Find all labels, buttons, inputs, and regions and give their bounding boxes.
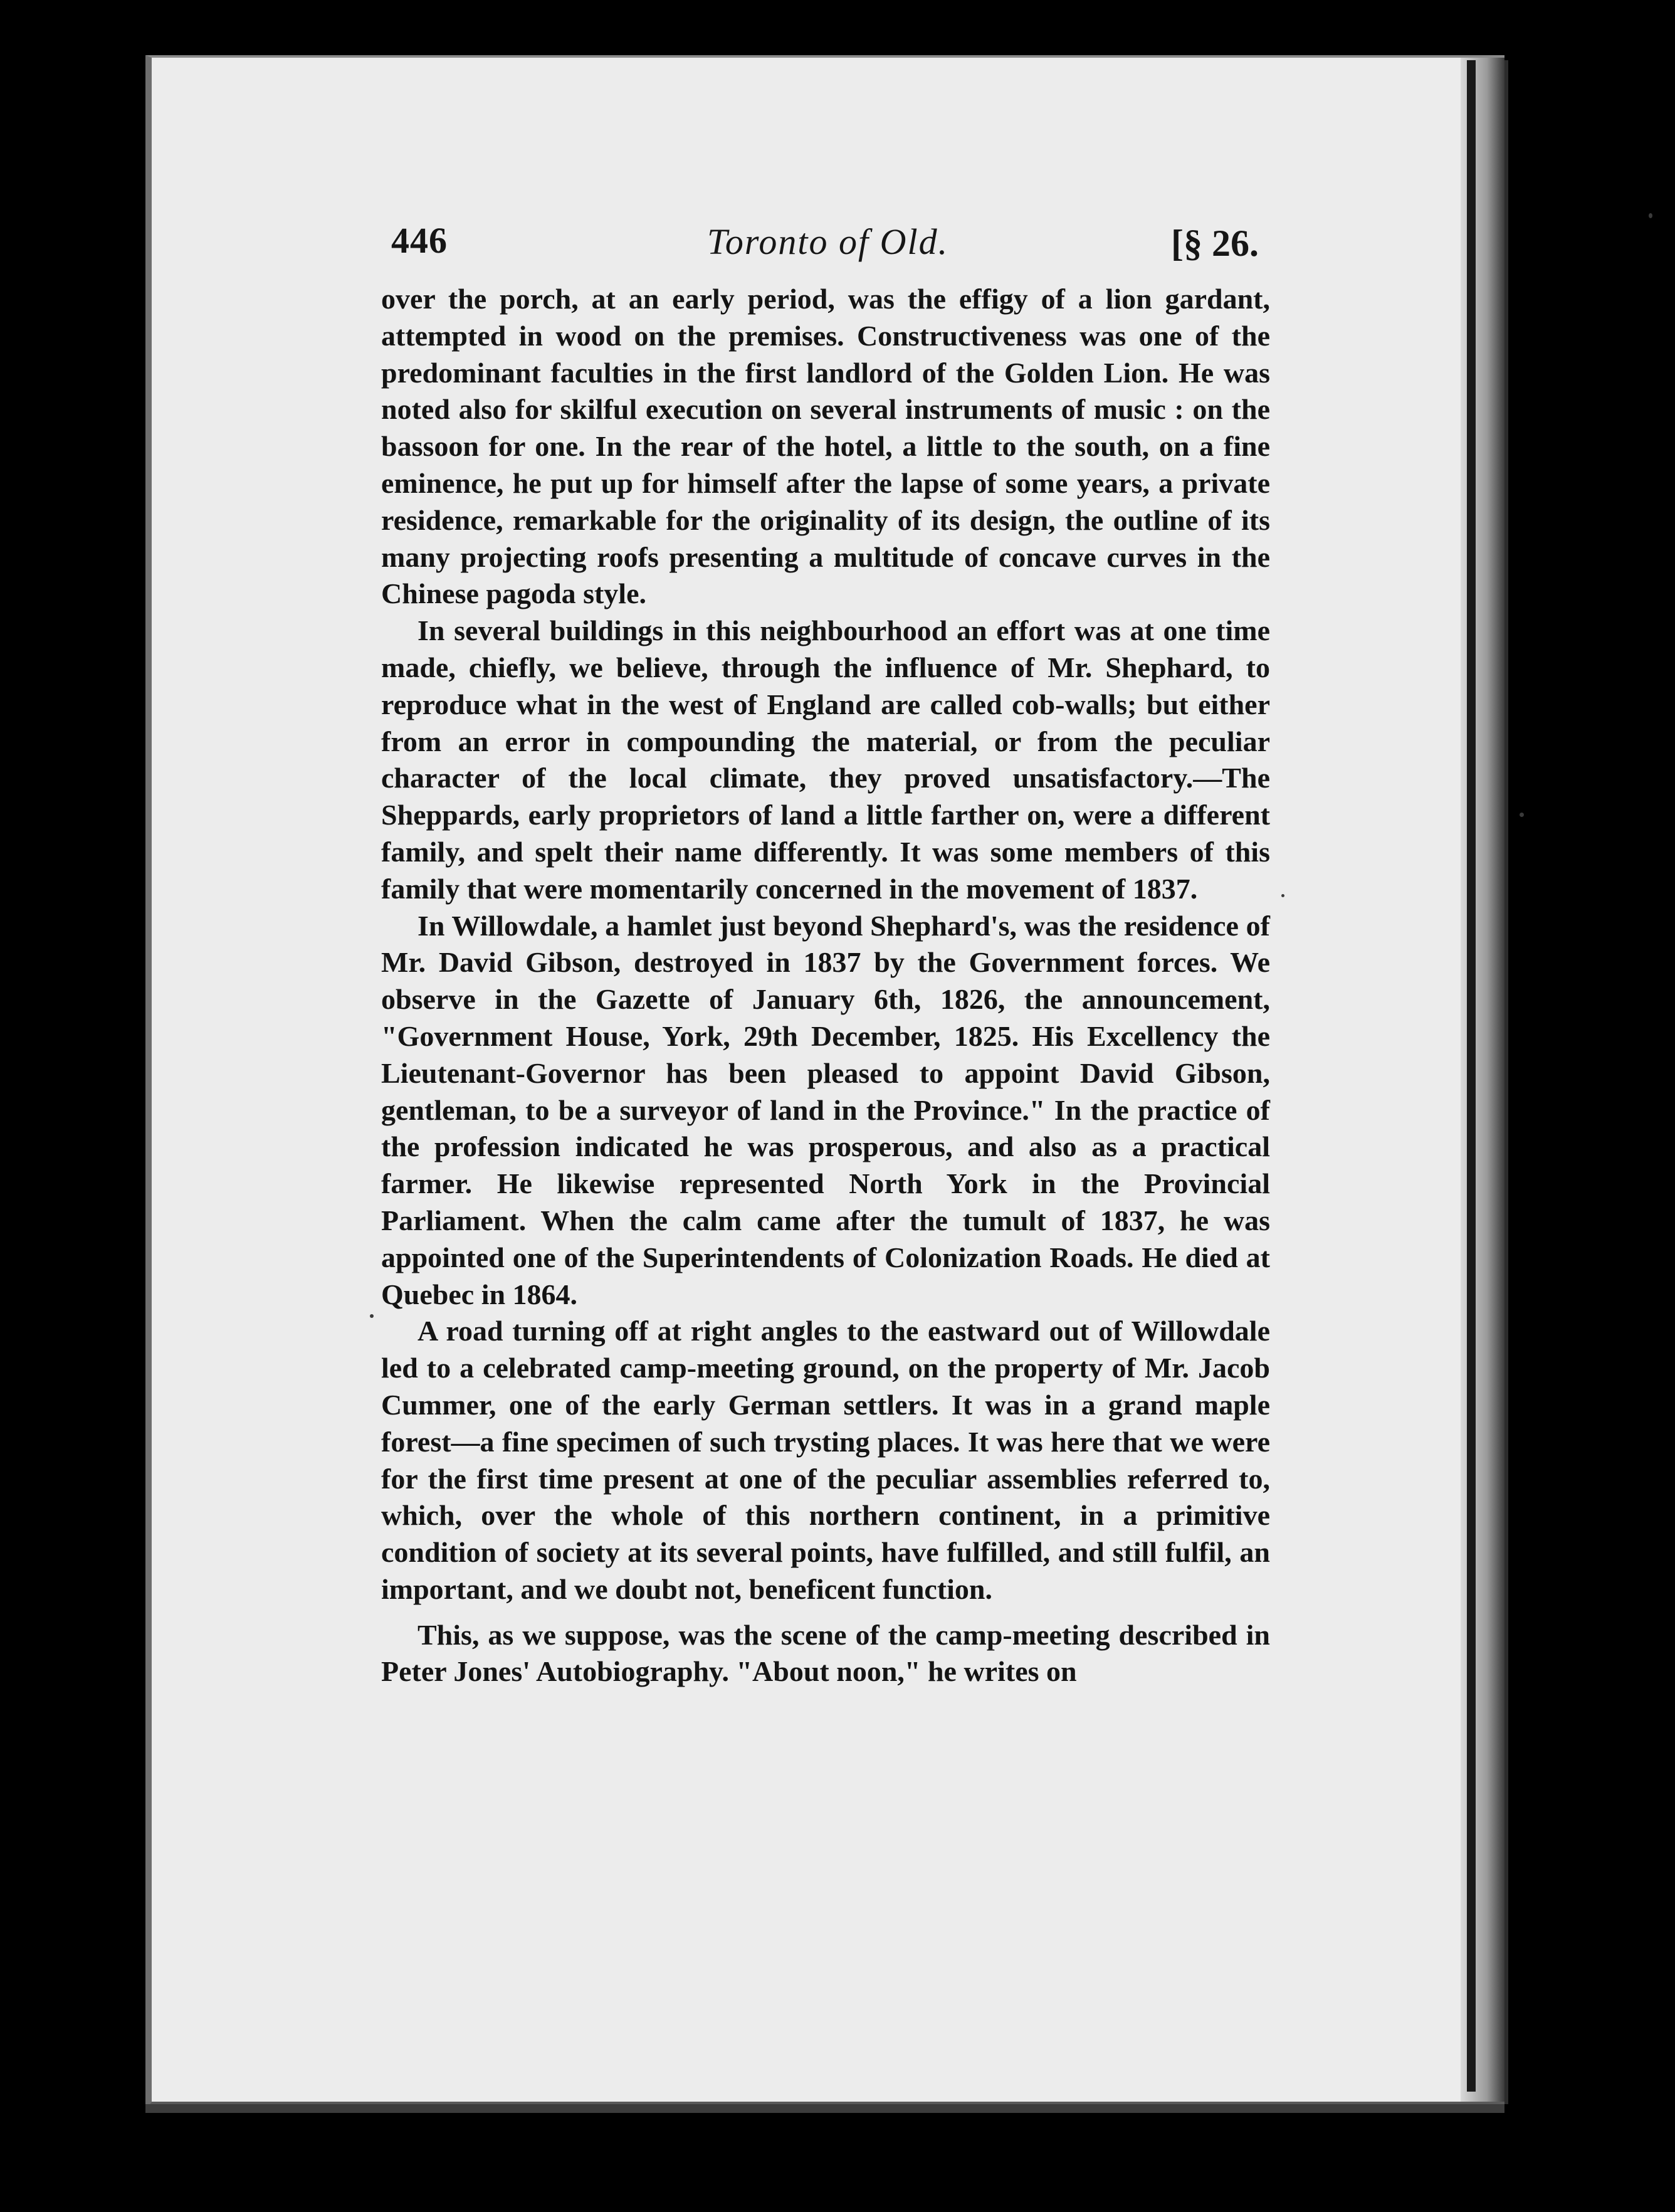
section-marker: [§ 26. <box>1171 223 1259 264</box>
scan-speck <box>1520 813 1524 817</box>
running-header <box>381 213 1271 282</box>
paragraph: over the porch, at an early period, was the effigy of a lion gardant, attempted in wood on the premises. Constructiveness was one of the predominant faculties in the first landlord of the Golden Lion. He was noted also for skilful execution on several instruments of music : on the bassoon for one. In the rear of the hotel, a little to the south, on a fine eminence, he put up for himself after the lapse of some years, a private residence, remarkable for the originality of its design, the outline of its many projecting roofs presenting a multitude of concave curves in the Chinese pagoda style. <box>381 283 1270 610</box>
paragraph: A road turning off at right angles to the eastward out of Willowdale led to a celebrated camp-meeting ground, on the property of Mr. Jacob Cummer, one of the early German settlers. It was in a grand maple forest—a fine specimen of such trysting places. It was here that we were for the first time present at one of the peculiar assemblies referred to, which, over the whole of this northern continent, in a primitive condition of society at its several points, have fulfilled, and still fulfil, an important, and we doubt not, beneficent function. <box>381 1315 1270 1605</box>
scan-speck <box>370 1314 374 1318</box>
page-number: 446 <box>391 220 448 261</box>
paragraph: This, as we suppose, was the scene of the camp-meeting described in Peter Jones' Autobiography. "About noon," he writes on <box>381 1618 1270 1688</box>
scan-speck <box>1649 213 1652 218</box>
scan-speck <box>1281 894 1284 897</box>
facing-page-edge <box>1504 60 1508 2104</box>
paragraph: In Willowdale, a hamlet just beyond Shephard's, was the residence of Mr. David Gibson, destroyed in 1837 by the Government forces. We observe in the Gazette of January 6th, 1826, the announcement, "Government House, York, 29th December, 1825. His Excellency the Lieutenant-Governor has been pleased to appoint David Gibson, gentleman, to be a surveyor of land in the Province." In the practice of the profession indicated he was prosperous, and also as a practical farmer. He likewise represented North York in the Provincial Parliament. When the calm came after the tumult of 1837, he was appointed one of the Superintendents of Colonization Roads. He died at Quebec in 1864. <box>381 909 1270 1310</box>
body-text <box>381 281 1270 1754</box>
paragraph: In several buildings in this neighbourhood an effort was at one time made, chiefly, we believe, through the influence of Mr. Shephard, to reproduce what in the west of England are called cob-walls; but either from an error in compounding the material, or from the peculiar character of the local climate, they proved unsatisfactory.—The Sheppards, early proprietors of land a little farther on, were a different family, and spelt their name differently. It was some members of this family that were momentarily concerned in the movement of 1837. <box>381 614 1270 905</box>
page-bottom-edge <box>145 2104 1504 2113</box>
book-spine-edge <box>1467 60 1476 2092</box>
running-title: Toronto of Old. <box>707 221 949 262</box>
